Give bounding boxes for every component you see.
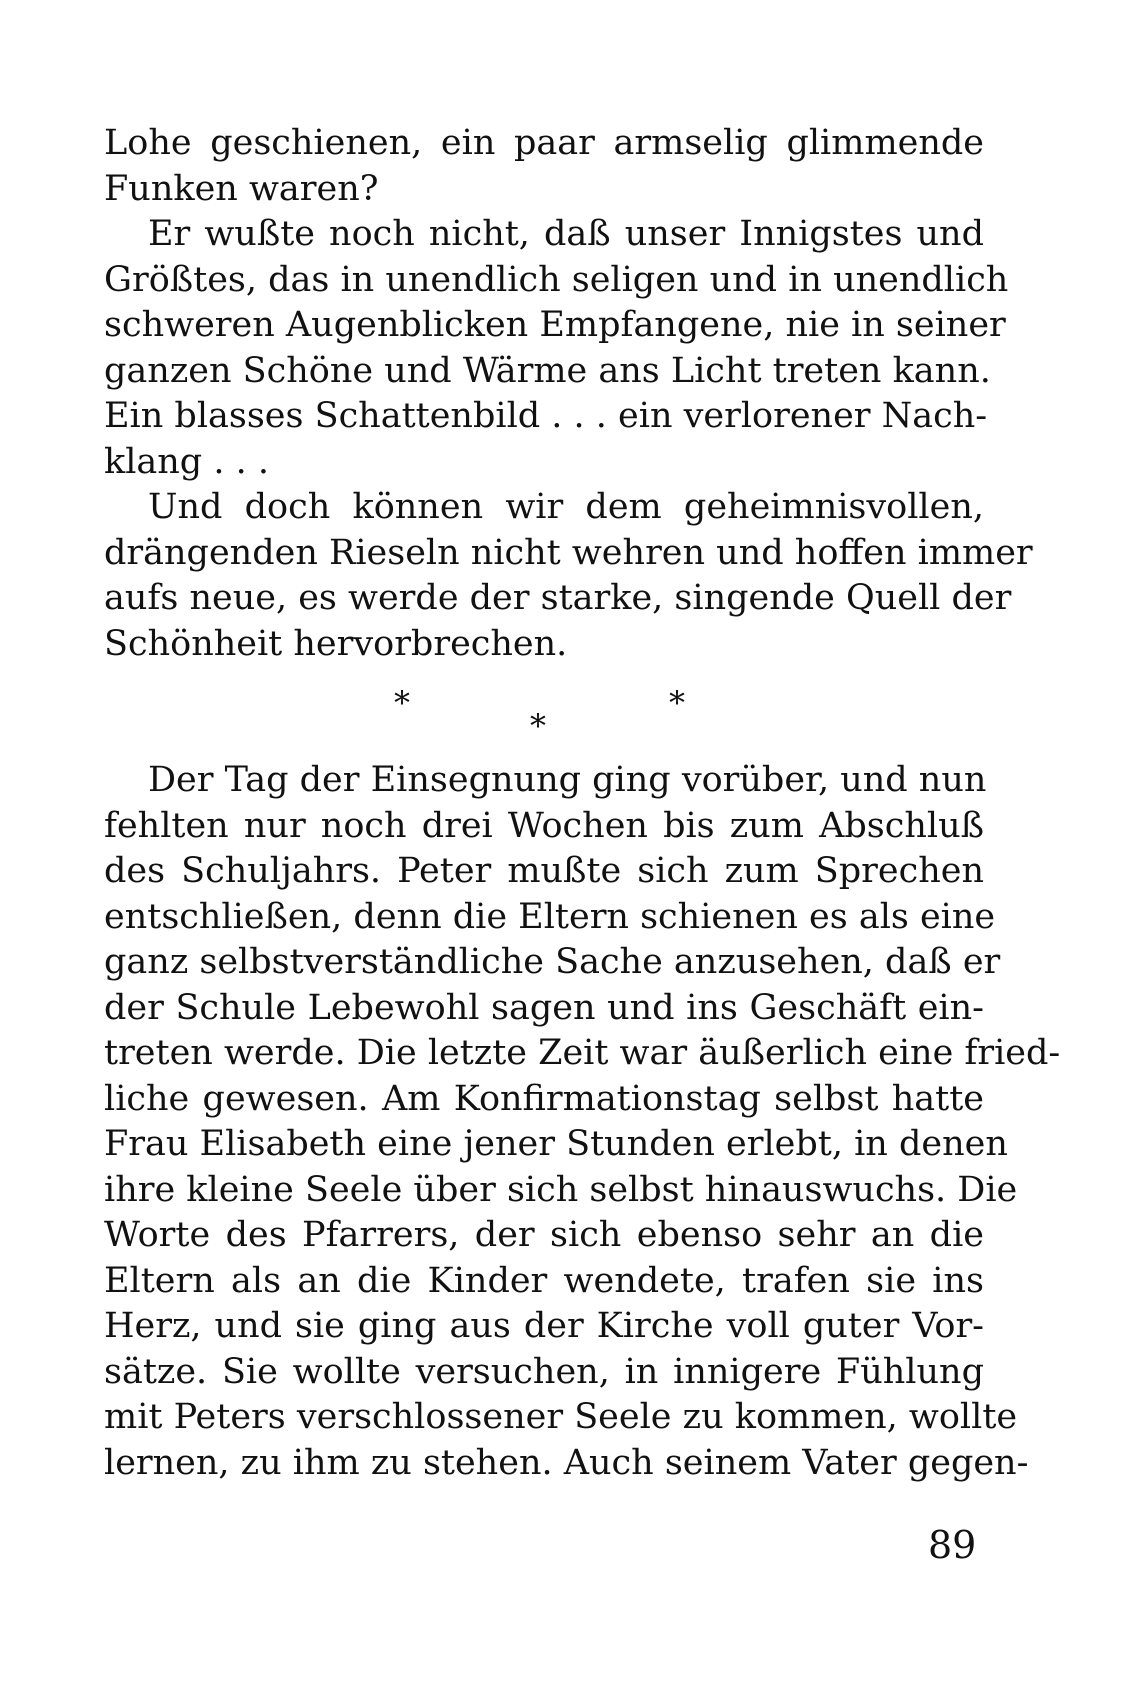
text-line: Funken waren? — [104, 168, 379, 209]
text-line: Und doch können wir dem geheimnisvollen, — [148, 487, 984, 527]
text-line: aufs neue, es werde der starke, singende Quell der — [104, 578, 1012, 618]
text-line: Ein blasses Schattenbild . . . ein verlorener Nach- — [104, 396, 988, 436]
text-line: der Schule Lebewohl sagen und ins Geschäft ein- — [104, 987, 984, 1028]
text-line: Worte des Pfarrers, der sich ebenso sehr an die — [104, 1215, 984, 1255]
text-line: ihre kleine Seele über sich selbst hinauswuchs. Die — [104, 1169, 1018, 1210]
page-number: 89 — [928, 1523, 977, 1567]
text-line: Größtes, das in unendlich seligen und in unendlich — [104, 259, 1009, 300]
text-line: mit Peters verschlossener Seele zu kommen, wollte — [104, 1397, 1018, 1437]
text-line: Herz, und sie ging aus der Kirche voll guter Vor- — [104, 1306, 984, 1346]
text-line: Der Tag der Einsegnung ging vorüber, und nun — [148, 760, 987, 800]
text-line: liche gewesen. Am Konfirmationstag selbst hatte — [104, 1078, 984, 1119]
text-line: drängenden Rieseln nicht wehren und hoffen immer — [104, 532, 1033, 573]
asterisk-ornament: * — [394, 684, 410, 722]
text-line: treten werde. Die letzte Zeit war äußerlich eine fried- — [104, 1033, 1061, 1073]
text-line: fehlten nur noch drei Wochen bis zum Abschluß — [104, 805, 984, 846]
text-line: schweren Augenblicken Empfangene, nie in seiner — [104, 305, 1006, 345]
text-line: sätze. Sie wollte versuchen, in innigere Fühlung — [104, 1351, 984, 1392]
text-line: Lohe geschienen, ein paar armselig glimmende — [104, 123, 984, 163]
text-line: klang . . . — [104, 441, 269, 482]
text-line: Schönheit hervorbrechen. — [104, 623, 568, 664]
text-line: ganz selbstverständliche Sache anzusehen, daß er — [104, 942, 1001, 982]
asterisk-ornament: * — [530, 707, 546, 745]
text-line: Frau Elisabeth eine jener Stunden erlebt, in denen — [104, 1124, 1008, 1164]
lower-text-block — [104, 758, 1061, 1486]
text-line: entschließen, denn die Eltern schienen es als eine — [104, 896, 996, 937]
asterisk-ornament: * — [669, 684, 685, 722]
text-line: Er wußte noch nicht, daß unser Innigstes und — [148, 214, 984, 254]
text-line: lernen, zu ihm zu stehen. Auch seinem Vater gegen- — [104, 1442, 1029, 1483]
text-line: ganzen Schöne und Wärme ans Licht treten kann. — [104, 350, 991, 391]
text-line: Eltern als an die Kinder wendete, trafen sie ins — [104, 1260, 984, 1301]
paragraph — [104, 758, 1061, 1486]
text-line: des Schuljahrs. Peter mußte sich zum Sprechen — [104, 851, 984, 891]
